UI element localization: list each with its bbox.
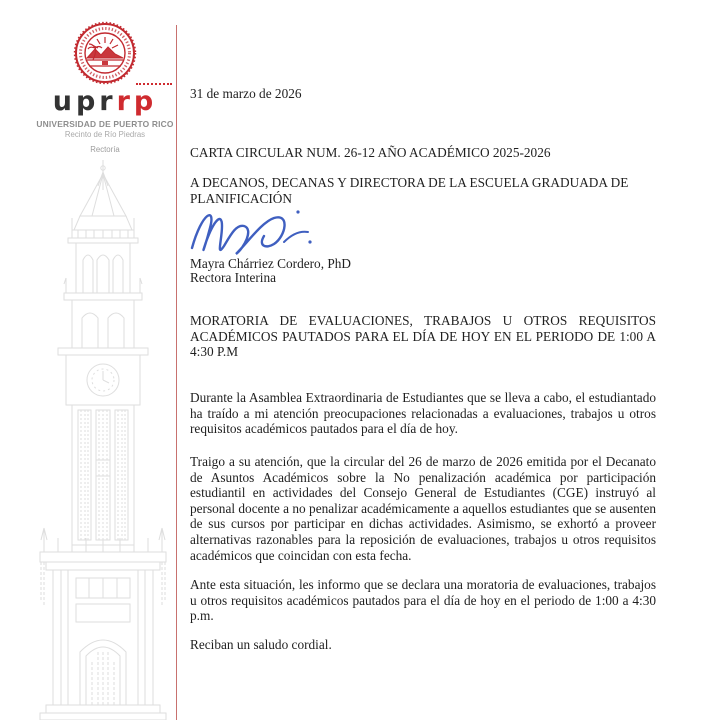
university-name: UNIVERSIDAD DE PUERTO RICO xyxy=(36,119,174,129)
vertical-divider xyxy=(176,25,177,720)
letterhead xyxy=(20,20,190,154)
wordmark-accent-marks xyxy=(136,83,172,85)
wordmark-rp: rp xyxy=(116,86,158,117)
clock-tower-watermark xyxy=(28,160,178,720)
university-seal-icon xyxy=(73,20,137,86)
closing-line: Reciban un saludo cordial. xyxy=(190,637,332,652)
subject-line: MORATORIA DE EVALUACIONES, TRABAJOS U OTROS REQUISITOS ACADÉMICOS PAUTADOS PARA EL DÍA DE HOY EN EL PERIODO DE 1:00 A 4:30 P.M xyxy=(190,313,656,360)
campus-name: Recinto de Río Piedras xyxy=(64,130,146,139)
signer-name: Mayra Chárriez Cordero, PhD xyxy=(190,256,351,271)
circular-number-line: CARTA CIRCULAR NUM. 26-12 AÑO ACADÉMICO 2025-2026 xyxy=(190,145,551,160)
paragraph-2: Traigo a su atención, que la circular del 26 de marzo de 2026 emitida por el Decanato de Asuntos Académicos sobre la No penalización académica por participación estudiantil en actividades del Consejo General de Estudiantes (CGE) instruyó al personal docente a no penalizar académicamente a aquellos estudiantes que se ausenten de sus cursos por participar en dichas actividades. Asimismo, se exhortó a proveer alternativas razonables para la reposición de evaluaciones, trabajos u otros requisitos académicos que coincidan con esta fecha. xyxy=(190,454,656,563)
wordmark-upr: upr xyxy=(52,86,117,117)
paragraph-1: Durante la Asamblea Extraordinaria de Estudiantes que se lleva a cabo, el estudiantado ha traído a mi atención preocupaciones relacionadas a evaluaciones, trabajos u otros requisitos académicos pautados para el día de hoy. xyxy=(190,390,656,437)
signer-title: Rectora Interina xyxy=(190,270,277,285)
uprrp-wordmark xyxy=(20,88,190,115)
recipients-line: A DECANOS, DECANAS Y DIRECTORA DE LA ESCUELA GRADUADA DE PLANIFICACIÓN xyxy=(190,175,629,206)
office-name: Rectoría xyxy=(90,145,120,154)
paragraph-3: Ante esta situación, les informo que se declara una moratoria de evaluaciones, trabajos u otros requisitos académicos pautados para el día de hoy en el periodo de 1:00 a 4:30 p.m. xyxy=(190,577,656,624)
letter-date: 31 de marzo de 2026 xyxy=(190,86,302,101)
letter-body xyxy=(190,0,656,720)
